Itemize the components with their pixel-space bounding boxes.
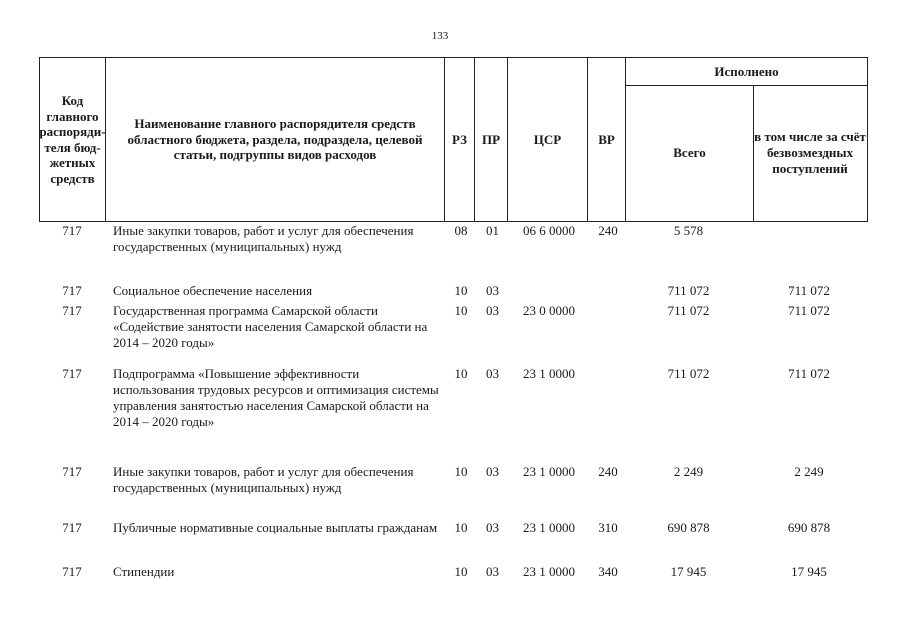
cell-free: 711 072 [788,283,830,298]
cell-free: 690 878 [787,520,831,535]
page-number: 133 [431,30,449,42]
cell-vr: 240 [598,223,618,238]
cell-code: 717 [62,520,82,535]
header-rz: РЗ [445,58,475,221]
cell-name: Государственная программа Самарской области «Содействие занятости населения Самарской области на 2014 – 2020 годы» [113,303,428,350]
table-row [39,366,868,464]
cell-code: 717 [62,283,82,298]
cell-rz: 10 [454,520,468,535]
cell-pr: 03 [486,464,499,479]
cell-total: 17 945 [670,564,707,579]
cell-total: 690 878 [667,520,710,535]
cell-name: Подпрограмма «Повышение эффективности использования трудовых ресурсов и оптимизация системы управления занятостью населения Самарской области на 2014 – 2020 годы» [113,366,439,429]
cell-name: Иные закупки товаров, работ и услуг для обеспечения государственных (муниципальных) нужд [113,464,414,495]
cell-code: 717 [62,564,82,579]
cell-csr: 23 1 0000 [523,520,575,535]
cell-rz: 08 [454,223,468,238]
header-csr: ЦСР [508,58,588,221]
cell-total: 711 072 [667,366,710,381]
cell-total: 711 072 [667,283,710,298]
header-name: Наименование главного распорядителя средств областного бюджета, раздела, подраздела, целевой статьи, подгруппы видов расходов [106,58,445,221]
cell-total: 711 072 [667,303,710,318]
header-total: Всего [626,85,754,221]
cell-pr: 01 [486,223,499,238]
cell-rz: 10 [454,283,468,298]
table-header [39,57,868,222]
table-body [39,223,868,586]
cell-name: Социальное обеспечение населения [113,283,313,298]
cell-code: 717 [62,464,82,479]
header-vr: ВР [588,58,626,221]
cell-csr: 23 0 0000 [523,303,575,318]
cell-total: 2 249 [673,464,704,479]
header-free-receipts: в том числе за счёт безвозмездных поступлений [754,129,866,176]
cell-rz: 10 [454,303,468,318]
cell-pr: 03 [486,366,499,381]
cell-pr: 03 [486,520,499,535]
cell-free: 2 249 [794,464,824,479]
cell-csr: 06 6 0000 [523,223,575,238]
table-row [39,564,868,586]
cell-vr: 310 [598,520,618,535]
cell-code: 717 [62,303,82,318]
header-pr: ПР [475,58,508,221]
cell-code: 717 [62,366,82,381]
cell-name: Публичные нормативные социальные выплаты гражданам [113,520,438,535]
cell-pr: 03 [486,564,499,579]
table-row [39,223,868,283]
cell-csr: 23 1 0000 [523,366,575,381]
table-row [39,303,868,366]
cell-rz: 10 [454,366,468,381]
cell-csr: 23 1 0000 [523,564,575,579]
cell-rz: 10 [454,564,468,579]
cell-pr: 03 [486,283,499,298]
cell-free: 17 945 [791,564,827,579]
cell-name: Стипендии [113,564,175,579]
cell-total: 5 578 [673,223,704,238]
cell-rz: 10 [454,464,468,479]
header-executed: Исполнено [626,58,867,86]
cell-free: 711 072 [788,303,830,318]
cell-pr: 03 [486,303,499,318]
cell-name: Иные закупки товаров, работ и услуг для обеспечения государственных (муниципальных) нужд [113,223,414,254]
table-row [39,464,868,520]
cell-csr: 23 1 0000 [523,464,575,479]
cell-vr: 240 [598,464,618,479]
header-code: Код главного распоряди-теля бюд-жетных средств [40,58,106,221]
table-row [39,283,868,303]
cell-vr: 340 [598,564,618,579]
cell-free: 711 072 [788,366,830,381]
cell-code: 717 [62,223,82,238]
table-row [39,520,868,564]
